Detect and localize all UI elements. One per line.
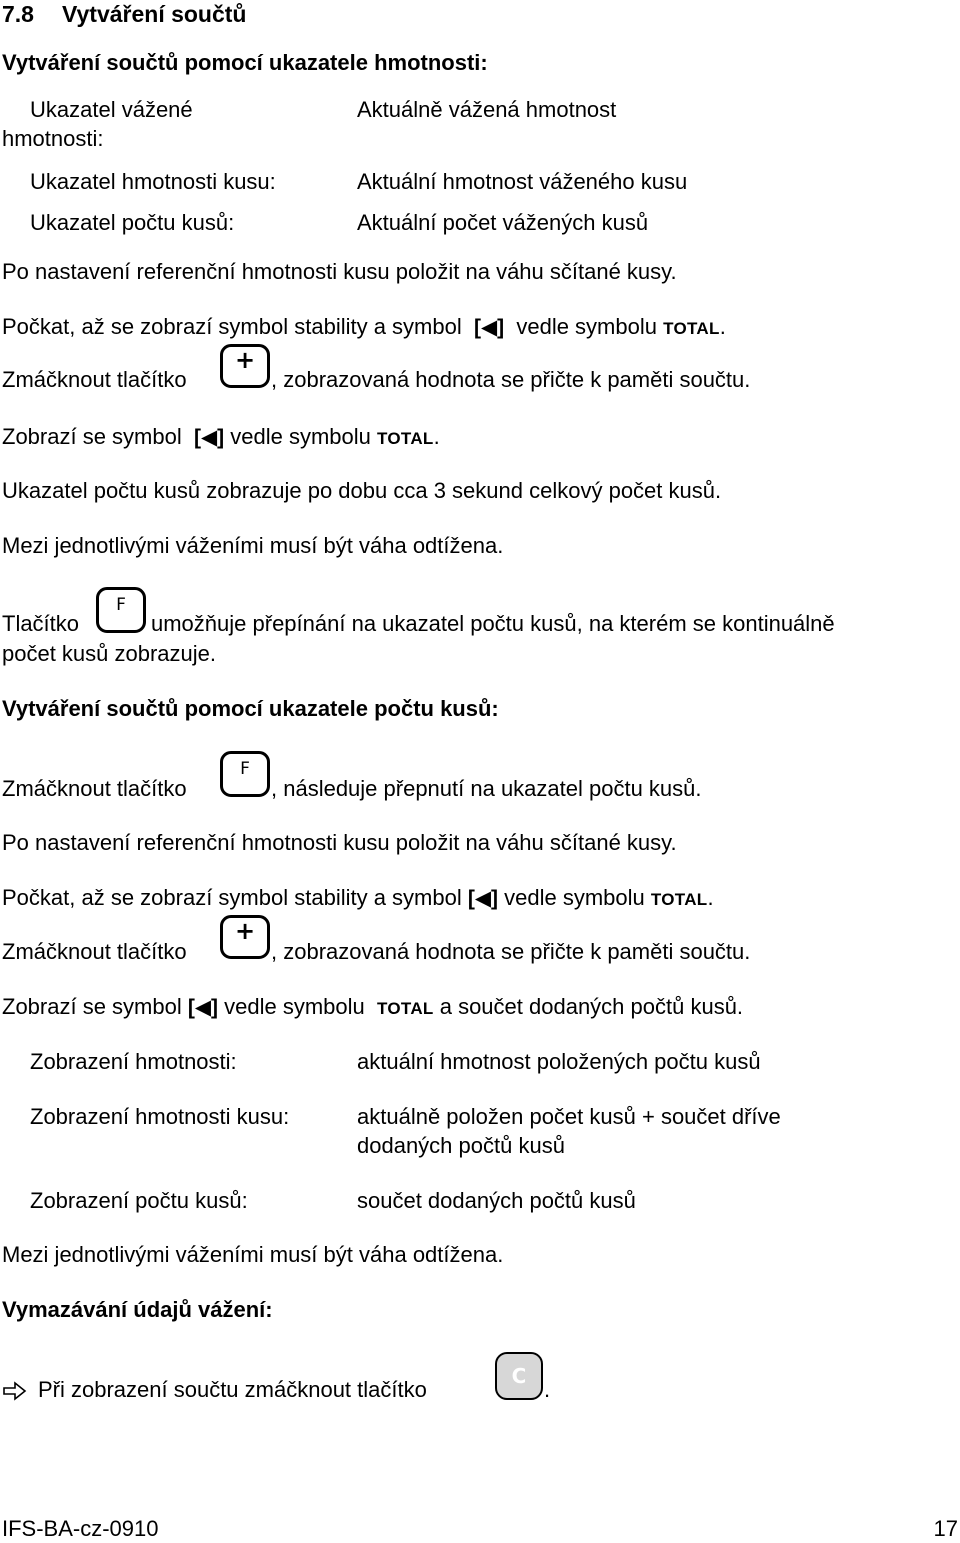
table-label: hmotnosti: <box>2 126 104 151</box>
paragraph-text: vedle symbolu <box>516 314 657 339</box>
total-symbol: TOTAL <box>377 999 434 1018</box>
table-label: Ukazatel hmotnosti kusu: <box>30 169 276 194</box>
paragraph <box>2 884 714 914</box>
paragraph <box>2 993 743 1023</box>
stability-arrow-symbol: [◀] <box>467 887 498 910</box>
paragraph-text: Počkat, až se zobrazí symbol stability a symbol <box>2 314 462 339</box>
plus-key-glyph: + <box>234 346 256 374</box>
paragraph-text: Při zobrazení součtu zmáčknout tlačítko <box>38 1377 427 1402</box>
table-label: Zobrazení hmotnosti: <box>30 1049 237 1074</box>
table-value: součet dodaných počtů kusů <box>357 1188 636 1213</box>
c-key-icon <box>495 1352 543 1400</box>
c-key-glyph: C <box>511 1364 527 1388</box>
paragraph-text: , zobrazovaná hodnota se přičte k paměti součtu. <box>271 939 751 964</box>
f-key-icon <box>96 587 146 633</box>
table-label: Zobrazení hmotnosti kusu: <box>30 1104 290 1129</box>
paragraph-text: Zobrazí se symbol <box>2 424 182 449</box>
table-value: Aktuálně vážená hmotnost <box>357 97 617 122</box>
table-label: Ukazatel vážené <box>30 97 193 122</box>
paragraph-text: Zmáčknout tlačítko <box>2 776 187 801</box>
footer-page-number: 17 <box>933 1516 958 1541</box>
table-value: Aktuální počet vážených kusů <box>357 210 649 235</box>
f-key-glyph: F <box>240 759 250 779</box>
arrow-right-outline-icon <box>2 1380 30 1400</box>
paragraph-text: . <box>544 1377 551 1402</box>
total-symbol: TOTAL <box>663 319 720 338</box>
total-symbol: TOTAL <box>650 890 708 909</box>
paragraph: Po nastavení referenční hmotnosti kusu položit na váhu sčítané kusy. <box>2 830 677 855</box>
plus-key-glyph: + <box>234 917 256 945</box>
paragraph: Mezi jednotlivými váženími musí být váha odtížena. <box>2 1242 504 1267</box>
paragraph-text: Tlačítko <box>2 611 80 636</box>
table-value: aktuální hmotnost položených počtu kusů <box>357 1049 761 1074</box>
paragraph-text: Počkat, až se zobrazí symbol stability a symbol <box>2 885 462 910</box>
paragraph: Ukazatel počtu kusů zobrazuje po dobu cca 3 sekund celkový počet kusů. <box>2 478 722 503</box>
f-key-icon <box>220 751 270 797</box>
stability-arrow-symbol: [◀] <box>193 426 225 449</box>
table-value: aktuálně položen počet kusů + součet dříve <box>357 1104 781 1129</box>
table-label: Ukazatel počtu kusů: <box>30 210 235 235</box>
stability-arrow-symbol: [◀] <box>187 996 218 1019</box>
table-value: Aktuální hmotnost váženého kusu <box>357 169 688 194</box>
paragraph <box>2 423 440 453</box>
subsection-heading-count: Vytváření součtů pomocí ukazatele počtu kusů: <box>2 696 499 721</box>
plus-key-icon <box>220 344 270 388</box>
paragraph-text: vedle symbolu <box>504 885 645 910</box>
paragraph-text: . <box>433 424 440 449</box>
paragraph: Mezi jednotlivými váženími musí být váha odtížena. <box>2 533 504 558</box>
subsection-heading-weight: Vytváření součtů pomocí ukazatele hmotnosti: <box>2 50 488 75</box>
subsection-heading-clear: Vymazávání údajů vážení: <box>2 1297 273 1322</box>
paragraph-text: Zmáčknout tlačítko <box>2 939 187 964</box>
arrow-right-outline-icon-svg <box>2 1381 28 1401</box>
paragraph-text: a součet dodaných počtů kusů. <box>439 994 744 1019</box>
footer-doc-id: IFS-BA-cz-0910 <box>2 1516 159 1541</box>
paragraph-text: vedle symbolu <box>224 994 365 1019</box>
paragraph-text: počet kusů zobrazuje. <box>2 641 217 666</box>
table-value: dodaných počtů kusů <box>357 1133 565 1158</box>
paragraph-text: , zobrazovaná hodnota se přičte k paměti součtu. <box>271 367 751 392</box>
section-title: Vytváření součtů <box>62 1 247 27</box>
paragraph-text: Zmáčknout tlačítko <box>2 367 187 392</box>
paragraph-text: . <box>707 885 714 910</box>
table-label: Zobrazení počtu kusů: <box>30 1188 248 1213</box>
total-symbol: TOTAL <box>377 429 434 448</box>
paragraph <box>2 313 726 343</box>
paragraph-text: . <box>719 314 726 339</box>
section-number: 7.8 <box>2 1 34 27</box>
paragraph: Po nastavení referenční hmotnosti kusu položit na váhu sčítané kusy. <box>2 259 677 284</box>
f-key-glyph: F <box>116 595 126 615</box>
paragraph-text: Zobrazí se symbol <box>2 994 182 1019</box>
stability-arrow-symbol: [◀] <box>473 316 505 339</box>
paragraph-text: vedle symbolu <box>230 424 371 449</box>
paragraph-text: umožňuje přepínání na ukazatel počtu kusů, na kterém se kontinuálně <box>151 611 835 636</box>
paragraph-text: , následuje přepnutí na ukazatel počtu kusů. <box>271 776 702 801</box>
plus-key-icon <box>220 915 270 959</box>
